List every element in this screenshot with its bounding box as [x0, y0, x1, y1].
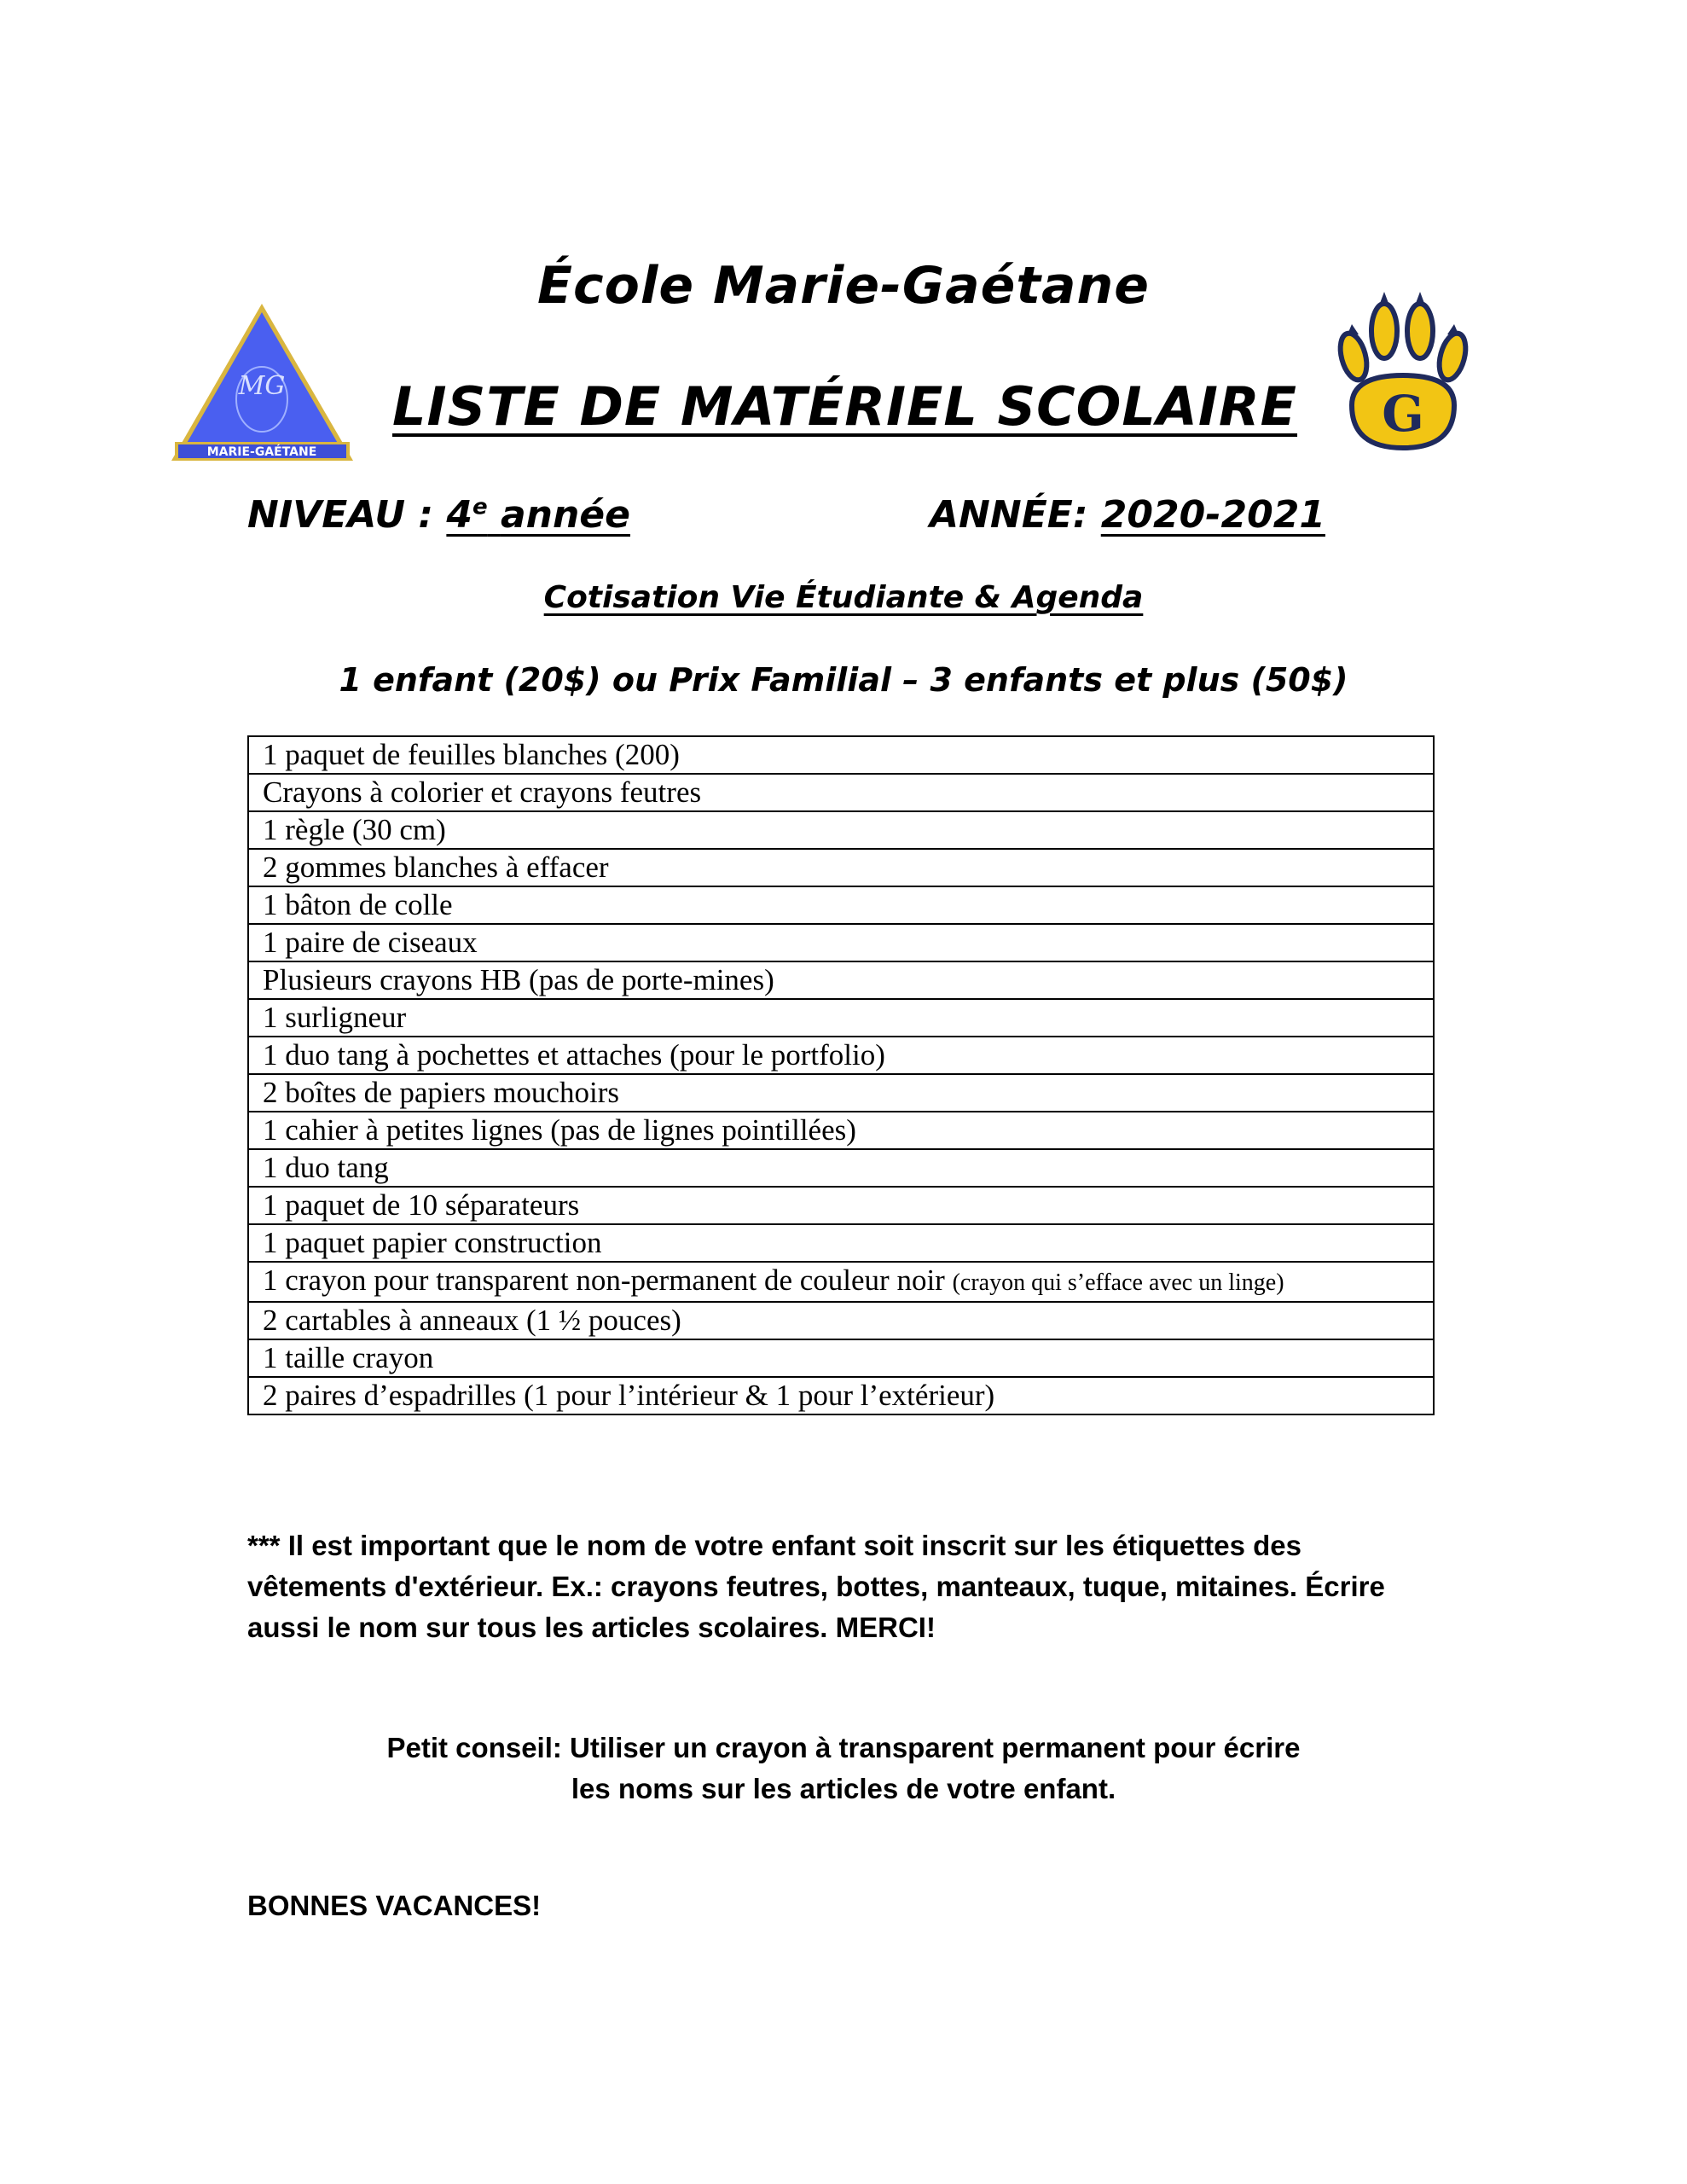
- supply-item: 1 duo tang: [248, 1149, 1434, 1187]
- table-row: [248, 1377, 1434, 1414]
- table-row: [248, 1187, 1434, 1224]
- logo-initials: MG: [238, 371, 286, 401]
- niveau-label: NIVEAU :: [247, 493, 434, 537]
- supply-item: 1 règle (30 cm): [248, 811, 1434, 849]
- supply-item: 2 boîtes de papiers mouchoirs: [248, 1074, 1434, 1112]
- conseil-line-2: les noms sur les articles de votre enfant.: [571, 1773, 1116, 1804]
- table-row: [248, 1037, 1434, 1074]
- supply-item-with-note: [248, 1262, 1434, 1302]
- table-row: [248, 736, 1434, 774]
- table-row: [248, 1112, 1434, 1149]
- supply-item: 1 paquet papier construction: [248, 1224, 1434, 1262]
- list-title: LISTE DE MATÉRIEL SCOLAIRE: [392, 375, 1298, 438]
- logo-school-text: MARIE-GAÉTANE: [206, 445, 317, 459]
- niveau: [247, 493, 630, 537]
- supply-item: 1 crayon pour transparent non-permanent de couleur noir: [263, 1263, 945, 1297]
- supply-item: 1 paquet de feuilles blanches (200): [248, 736, 1434, 774]
- conseil-line-1: Petit conseil: Utiliser un crayon à transparent permanent pour écrire: [386, 1732, 1301, 1763]
- supply-item: 1 bâton de colle: [248, 886, 1434, 924]
- table-row: [248, 961, 1434, 999]
- table-row: [248, 1339, 1434, 1377]
- important-line-1: *** Il est important que le nom de votre enfant soit inscrit sur les étiquettes des: [247, 1530, 1301, 1561]
- petit-conseil: [0, 1728, 1687, 1809]
- niveau-sup: e: [472, 494, 488, 520]
- school-name: École Marie-Gaétane: [537, 256, 1150, 316]
- school-triangle-logo: [166, 299, 358, 469]
- table-row: [248, 999, 1434, 1037]
- table-row: [248, 1302, 1434, 1339]
- niveau-suffix: année: [500, 493, 630, 537]
- supply-list-table: [247, 735, 1435, 1415]
- important-line-2: vêtements d'extérieur. Ex.: crayons feutres, bottes, manteaux, tuque, mitaines. Écrire: [247, 1571, 1385, 1602]
- annee-label: ANNÉE:: [930, 493, 1088, 537]
- niveau-value: [446, 493, 630, 537]
- supply-item: 1 taille crayon: [248, 1339, 1434, 1377]
- table-row: [248, 1074, 1434, 1112]
- table-row: [248, 1262, 1434, 1302]
- supply-item: 2 paires d’espadrilles (1 pour l’intérieur & 1 pour l’extérieur): [248, 1377, 1434, 1414]
- paw-logo: [1335, 290, 1471, 461]
- table-row: [248, 886, 1434, 924]
- annee-value: 2020-2021: [1100, 493, 1325, 537]
- supply-item: 1 paire de ciseaux: [248, 924, 1434, 961]
- table-row: [248, 774, 1434, 811]
- cotisation-heading: Cotisation Vie Étudiante & Agenda: [543, 580, 1144, 615]
- supply-item-note: (crayon qui s’efface avec un linge): [952, 1269, 1284, 1296]
- table-row: [248, 811, 1434, 849]
- annee: [930, 493, 1325, 537]
- svg-text:G: G: [1382, 385, 1424, 443]
- niveau-number: 4: [446, 493, 472, 537]
- table-row: [248, 1149, 1434, 1187]
- important-line-3: aussi le nom sur tous les articles scolaires. MERCI!: [247, 1612, 936, 1643]
- supply-item: 2 gommes blanches à effacer: [248, 849, 1434, 886]
- supply-item: Crayons à colorier et crayons feutres: [248, 774, 1434, 811]
- important-note: [247, 1525, 1458, 1648]
- supply-item: 1 cahier à petites lignes (pas de lignes pointillées): [248, 1112, 1434, 1149]
- supply-item: 2 cartables à anneaux (1 ½ pouces): [248, 1302, 1434, 1339]
- table-row: [248, 924, 1434, 961]
- farewell: BONNES VACANCES!: [247, 1890, 542, 1921]
- supply-item: 1 surligneur: [248, 999, 1434, 1037]
- supply-item: 1 duo tang à pochettes et attaches (pour le portfolio): [248, 1037, 1434, 1074]
- table-row: [248, 1224, 1434, 1262]
- supply-item: 1 paquet de 10 séparateurs: [248, 1187, 1434, 1224]
- supply-item: Plusieurs crayons HB (pas de porte-mines): [248, 961, 1434, 999]
- price-line: 1 enfant (20$) ou Prix Familial – 3 enfants et plus (50$): [339, 661, 1348, 699]
- table-row: [248, 849, 1434, 886]
